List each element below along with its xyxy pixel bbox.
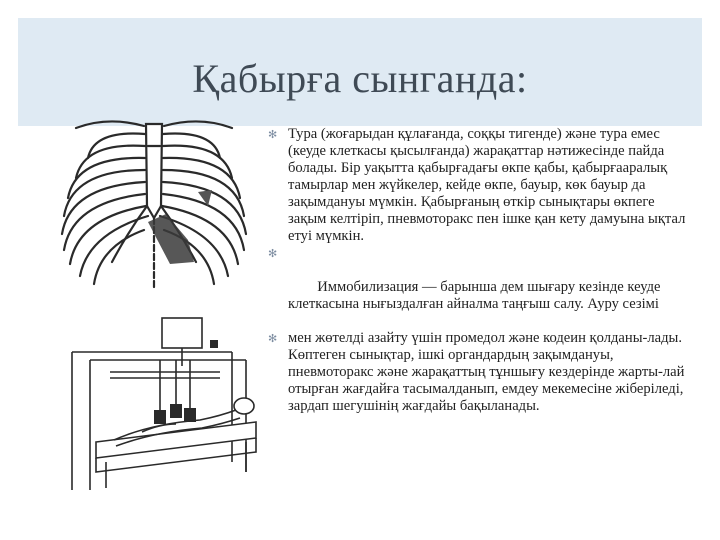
bullet-icon: ✻ bbox=[268, 129, 278, 141]
bullet-item bbox=[268, 245, 688, 330]
bullet-text: Иммобилизация — барынша дем шығару кезінде кеуде клеткасына нығыздалған айналма таңғыш салу. Ауру сезімі bbox=[288, 279, 665, 312]
bullet-item bbox=[268, 126, 688, 245]
bullet-icon: ✻ bbox=[268, 333, 278, 345]
bullet-text: мен жөтелді азайту үшін промедол және кодеин қолданы-лады. Көптеген сынықтар, ішкі органдардың зақымдануы, пневмоторакс және жарақаттың тұншығу кездерінде жарты-лай отырған жағдайға тасымалданып, емдеу мекемесіне жіберіледі, зардап шегушінің жағдайы бақыланады. bbox=[288, 330, 685, 414]
bullet-item bbox=[268, 330, 688, 415]
bullet-text: Тура (жоғарыдан құлағанда, соққы тигенде) және тура емес (кеуде клеткасы қысылғанда) жарақаттар нәтижесінде пайда болады. Бір уақытта қабырғадағы өкпе қабы, қабырғааралық тамырлар мен жүйкелер, кейде өкпе, бауыр, көк бауыр да зақымдануы мүмкін. Қабырғаның өткір сынықтары өкпеге зақым келтіріп, пневмоторакс пен ішке қан кету дамуына ықтал етуі мүмкін. bbox=[288, 126, 686, 244]
bullet-icon: ✻ bbox=[268, 248, 278, 260]
patient-traction-frame-illustration bbox=[50, 312, 262, 494]
bullet-list bbox=[268, 126, 688, 415]
rib-cage-fracture-illustration bbox=[48, 102, 260, 292]
slide-title: Қабырға сынганда: bbox=[192, 56, 528, 101]
